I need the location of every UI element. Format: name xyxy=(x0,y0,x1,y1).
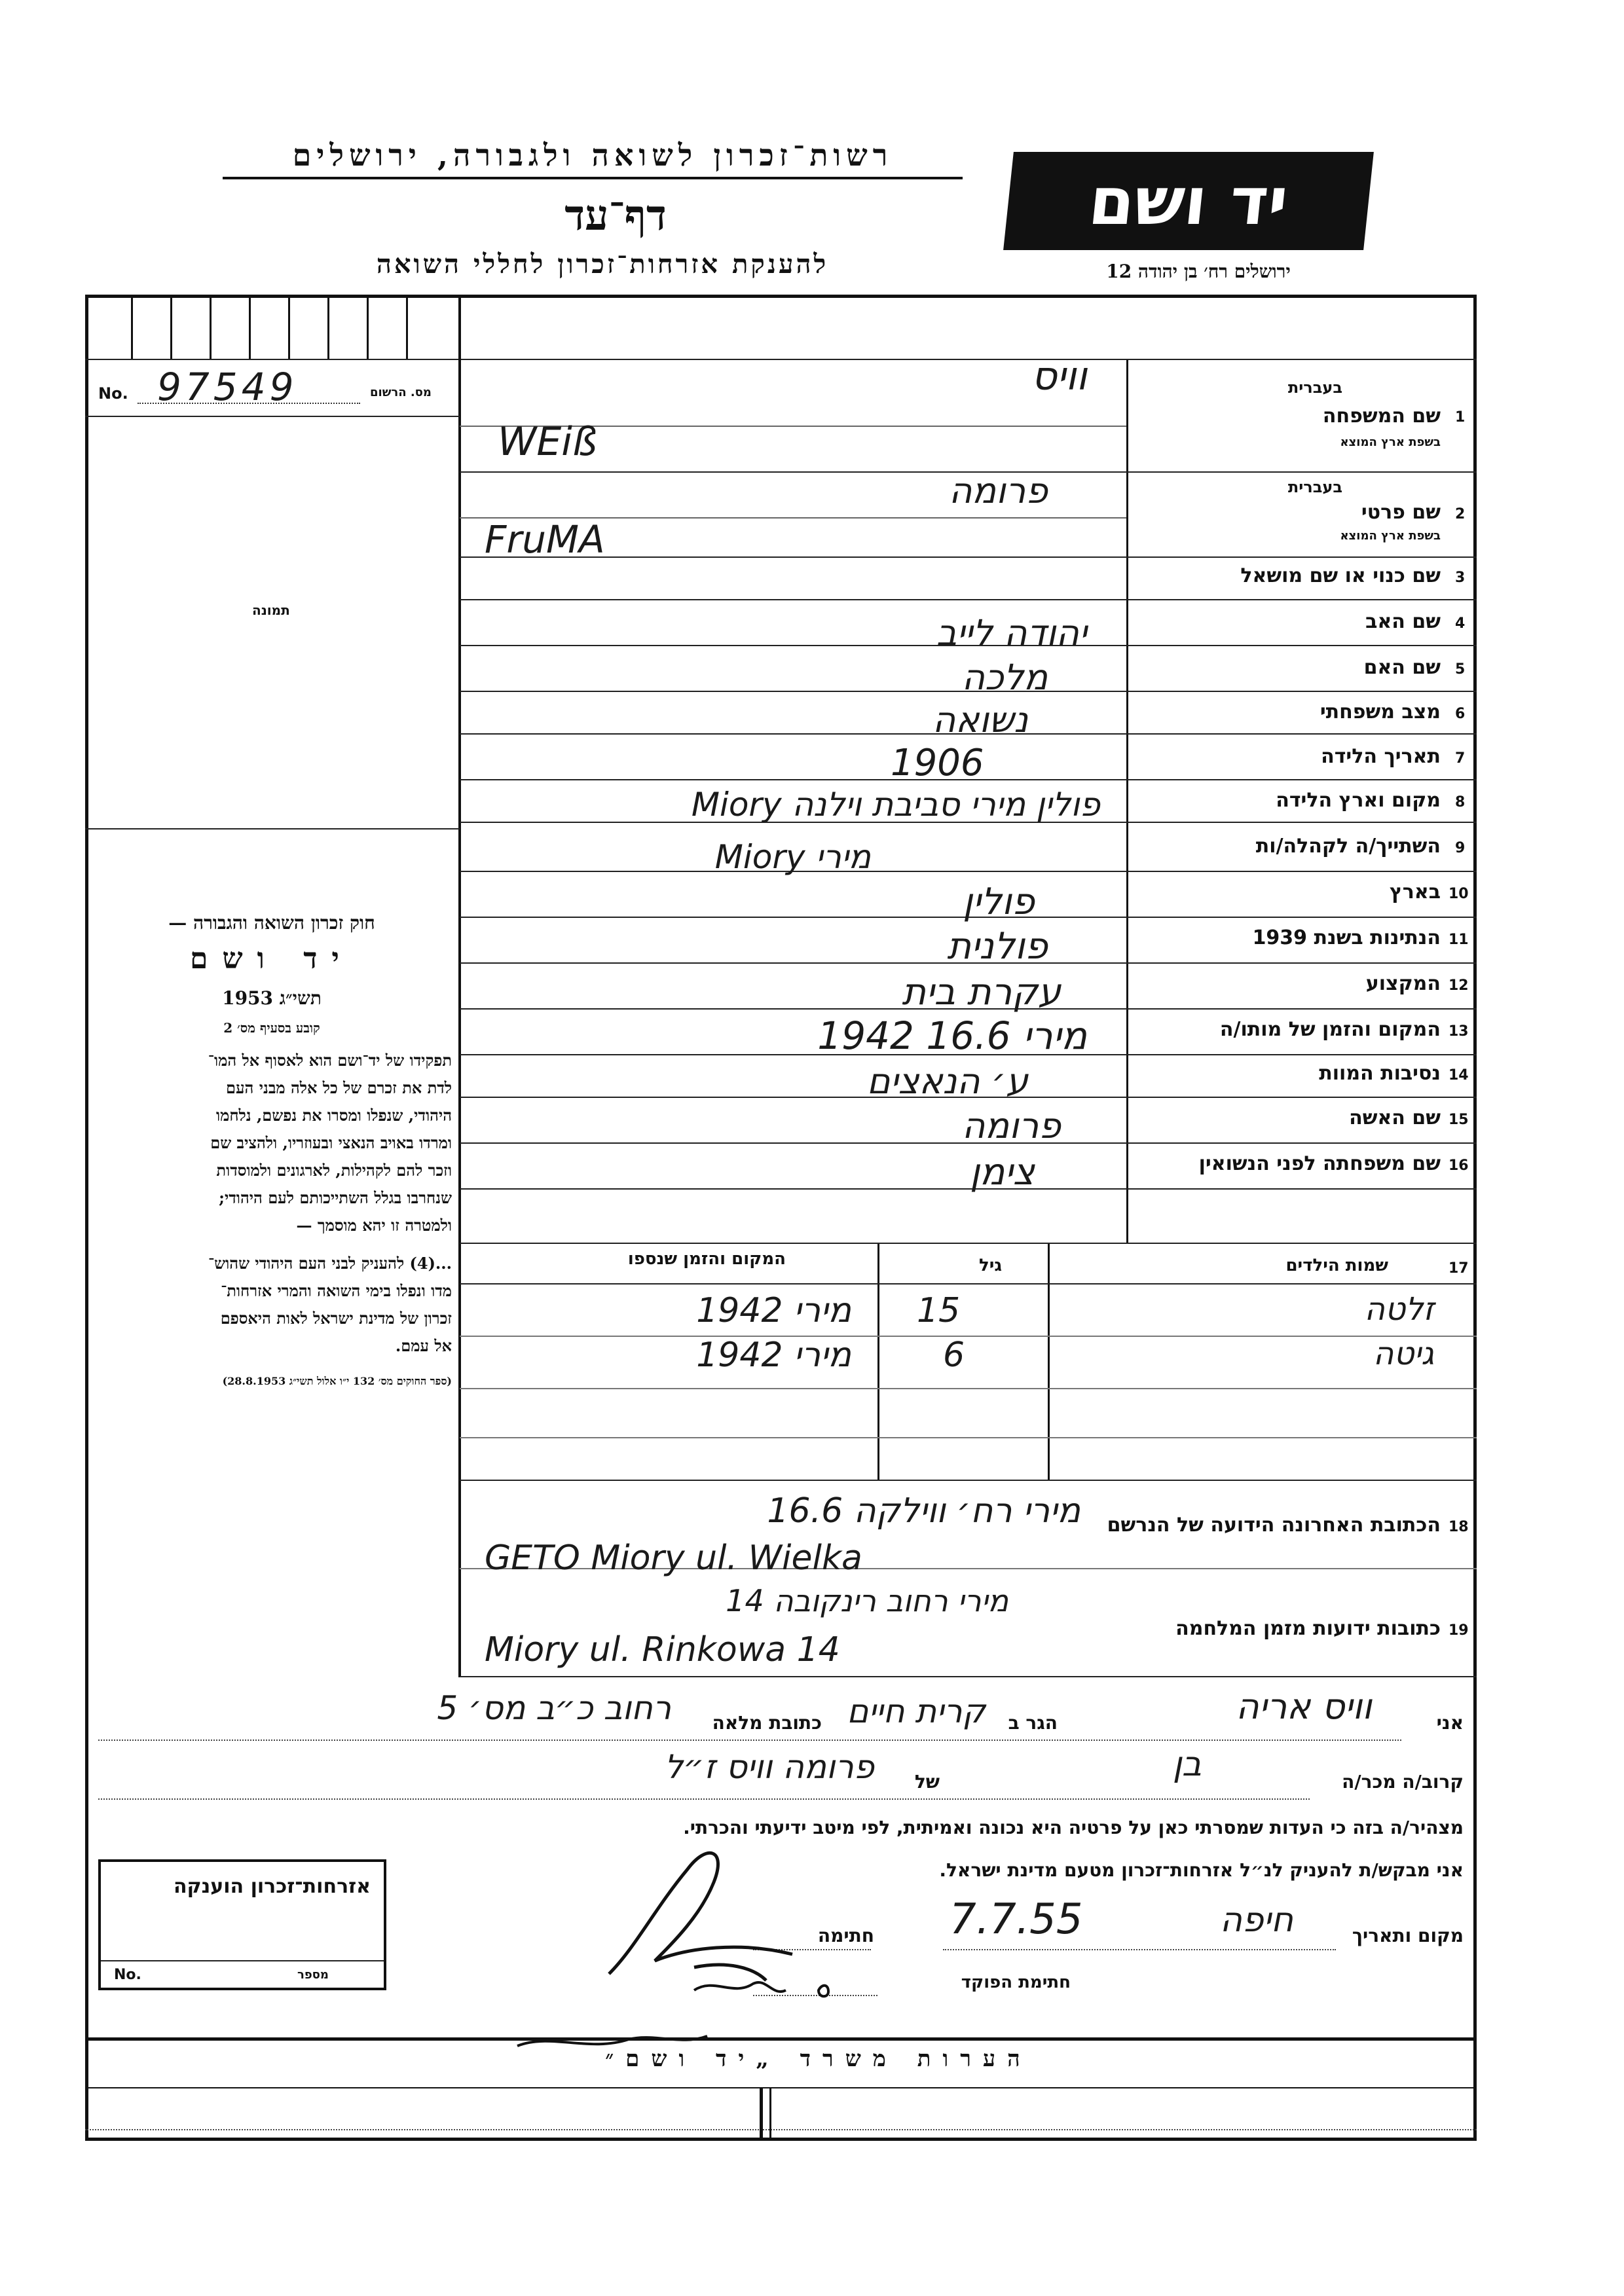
address-label: כתובת מלאה xyxy=(712,1712,822,1734)
children-col-place: המקום והזמן שנספו xyxy=(627,1249,786,1269)
declaration-place: חיפה xyxy=(1219,1901,1293,1940)
field-2-value-origin: FruMA xyxy=(485,517,605,562)
field-6-label: מצב משפחתי xyxy=(1320,701,1441,723)
form-title: דף־עד xyxy=(564,191,667,240)
field-10-value: פולין xyxy=(963,881,1035,923)
field-14-label: נסיבות המוות xyxy=(1319,1062,1441,1085)
child-place: מירי 1942 xyxy=(696,1336,851,1375)
field-2-number: 2 xyxy=(1455,506,1466,522)
children-col-divider-1 xyxy=(877,1244,879,1480)
authority-title: רשות־זכרון לשואה ולגבורה, ירושלים xyxy=(223,137,963,179)
field-1-number: 1 xyxy=(1455,409,1466,426)
field-12-label: המקצוע xyxy=(1365,972,1441,995)
field-13-number: 13 xyxy=(1449,1023,1469,1040)
field-3-label: שם כנוי או שם מושאל xyxy=(1240,564,1441,587)
children-col-divider-2 xyxy=(1048,1244,1050,1480)
law-para1-line7: ולמטרה זו יהא מוסמך — xyxy=(296,1216,452,1235)
witness-name: וויס אריה xyxy=(1236,1686,1372,1727)
place-date-label: מקום ותאריך xyxy=(1352,1925,1464,1946)
law-para2-line1: ...(4) להעניק לבני העם היהודי שהוש־ xyxy=(208,1254,452,1273)
field-11-value: פולנית xyxy=(947,925,1048,968)
officer-signature xyxy=(688,1951,897,2023)
law-title: חוק זכרון השואה והגבורה — xyxy=(168,912,375,934)
handwritten-mark xyxy=(511,2026,720,2059)
law-name: יד ושם xyxy=(190,942,354,975)
law-para1-line6: שנחרבו בגלל השתייכותם לעם היהודי; xyxy=(219,1188,452,1207)
field-18-value-latin: GETO Miory ul. Wielka xyxy=(485,1539,862,1578)
field-6-value: נשואה xyxy=(932,699,1028,740)
field-2-sub-hebrew: בעברית xyxy=(1287,478,1342,496)
field-11-number: 11 xyxy=(1449,932,1469,948)
photo-label: תמונה xyxy=(252,602,290,618)
field-15-number: 15 xyxy=(1449,1112,1469,1128)
field-5-number: 5 xyxy=(1455,661,1466,678)
declaration-request: אני מבקש/ת להעניק לנ״ל אזרחות־זכרון מטעם מדינת ישראל. xyxy=(939,1859,1464,1881)
field-1-sub-origin: בשפת ארץ המוצא xyxy=(1340,435,1441,449)
memorial-box-number-label: מספר xyxy=(297,1968,329,1982)
field-2-label: שם פרטי xyxy=(1361,501,1441,524)
field-16-number: 16 xyxy=(1449,1157,1469,1174)
field-9-label: השתייך/ה לקהלה/ות xyxy=(1255,835,1441,858)
field-4-label: שם האב xyxy=(1365,610,1441,633)
registration-number-field xyxy=(98,365,452,409)
law-para2-line4: אל עמם. xyxy=(395,1336,452,1355)
label-column-divider xyxy=(1126,360,1128,1244)
field-10-label: בארץ xyxy=(1389,881,1441,903)
logo-address: ירושלים רח׳ בן יהודה 12 xyxy=(1106,261,1291,282)
field-1-value-hebrew: וויס xyxy=(1031,354,1087,399)
officer-signature-label: חתימת הפוקד xyxy=(961,1973,1071,1992)
child-name: גיטה xyxy=(1373,1336,1434,1372)
field-19-number: 19 xyxy=(1449,1622,1469,1639)
field-15-label: שם האשה xyxy=(1349,1106,1441,1129)
field-12-number: 12 xyxy=(1449,977,1469,994)
child-name: זלטה xyxy=(1364,1291,1434,1328)
field-10-number: 10 xyxy=(1449,886,1469,902)
field-1-label: שם המשפחה xyxy=(1322,405,1441,428)
field-8-number: 8 xyxy=(1455,794,1466,811)
law-para1-line5: וזכר להם לקהילות, לארגונים ולמוסדות xyxy=(216,1161,452,1180)
field-8-label: מקום וארץ הלידה xyxy=(1276,789,1441,812)
field-5-label: שם האם xyxy=(1363,656,1441,679)
yad-vashem-logo: יד ושם xyxy=(1003,152,1374,250)
field-17-number: 17 xyxy=(1449,1260,1469,1277)
child-place: מירי 1942 xyxy=(696,1291,851,1330)
field-3-number: 3 xyxy=(1455,570,1466,586)
field-16-value: צימן xyxy=(969,1151,1035,1194)
registration-no-label: No. xyxy=(98,384,128,403)
field-1-sub-hebrew: בעברית xyxy=(1287,378,1342,397)
field-5-value: מלכה xyxy=(961,657,1048,698)
law-para1-line4: ומרדו באויב הנאצי ובעוזריו, ולהציב שם xyxy=(210,1133,452,1152)
field-16-label: שם משפחתה לפני הנשואין xyxy=(1198,1152,1441,1175)
field-11-label: הנתינות בשנת 1939 xyxy=(1252,926,1441,949)
declaration-ani: אני xyxy=(1436,1712,1464,1734)
memorial-box-title: אזרחות־זכרון הוענקה xyxy=(173,1875,371,1898)
law-para1-line1: תפקידו של יד־ושם הוא לאסוף אל המו־ xyxy=(208,1051,452,1070)
field-19-value-hebrew: מירי רחוב רינקובה 14 xyxy=(726,1583,1008,1618)
law-para1-line3: היהודי, שנפלו ומסרו את נפשם, נלחמו xyxy=(215,1106,452,1125)
declaration-resides: הגר ב xyxy=(1008,1712,1058,1734)
field-18-number: 18 xyxy=(1449,1519,1469,1535)
field-13-value: מירי 16.6 1942 xyxy=(817,1013,1087,1058)
field-18-label: הכתובת האחרונה הידועה של הנרשם xyxy=(1107,1514,1441,1537)
memorial-box-no-label: No. xyxy=(114,1967,141,1983)
witness-city: קרית חיים xyxy=(847,1692,986,1730)
registration-label: מס. הרשום xyxy=(370,386,432,399)
form-subtitle: להענקת אזרחות־זכרון לחללי השואה xyxy=(376,249,829,280)
field-18-value-hebrew: מירי רח׳ ווילקה 16.6 xyxy=(767,1491,1080,1531)
field-19-value-latin: Miory ul. Rinkowa 14 xyxy=(485,1630,840,1669)
field-14-value: ע׳ הנאצים xyxy=(866,1061,1028,1102)
field-9-number: 9 xyxy=(1455,840,1466,856)
law-year: תשי״ג 1953 xyxy=(222,987,322,1009)
child-age: 15 xyxy=(917,1291,961,1330)
child-age: 6 xyxy=(943,1336,965,1375)
field-12-value: עקרת בית xyxy=(902,971,1061,1013)
field-7-value: 1906 xyxy=(891,742,984,784)
victim-name: פרומה וויס ז״ל xyxy=(664,1748,874,1786)
field-8-value: פולין מירי סביבת וילנה Miory xyxy=(691,786,1100,824)
field-7-label: תאריך הלידה xyxy=(1321,745,1441,768)
law-para1-line2: לדת את זכרם של כל אלה מבני העם xyxy=(226,1078,452,1097)
law-clause: קובע בסעיף מס׳ 2 xyxy=(223,1020,320,1036)
field-19-label: כתובות ידועות מזמן המלחמה xyxy=(1175,1617,1441,1640)
field-7-number: 7 xyxy=(1455,750,1466,767)
declaration-statement: מצהיר/ה בזה כי העדות שמסרתי כאן על פרטיה היא נכונה ואמיתית, לפי מיטב ידיעתי והכרתי. xyxy=(683,1817,1464,1838)
law-source: (ספר החוקים מס׳ 132 י״ו אלול תשי״ג 28.8.1953) xyxy=(222,1375,452,1387)
left-panel-divider xyxy=(458,296,461,1677)
of-label: של xyxy=(914,1771,940,1793)
field-2-value-hebrew: פרומה xyxy=(949,470,1048,511)
witness-address: רחוב כ״ב מס׳ 5 xyxy=(437,1689,671,1727)
registration-number-value: 97549 xyxy=(157,365,298,409)
children-col-age: גיל xyxy=(978,1256,1002,1275)
field-15-value: פרומה xyxy=(962,1105,1061,1146)
field-6-number: 6 xyxy=(1455,706,1466,722)
relative-label: קרוב/ה מכר/ה xyxy=(1342,1771,1464,1793)
field-4-number: 4 xyxy=(1455,615,1466,632)
memorial-citizenship-box xyxy=(98,1859,386,1990)
field-4-value: יהודה לייב xyxy=(936,612,1087,653)
relation-value: בן xyxy=(1172,1745,1202,1784)
field-9-value: מירי Miory xyxy=(714,838,871,876)
declaration-date: 7.7.55 xyxy=(950,1895,1083,1944)
field-14-number: 14 xyxy=(1449,1067,1469,1084)
law-para2-line2: מדו ונפלו בימי השואה והמרי אזרחות־ xyxy=(221,1281,452,1300)
field-13-label: המקום והזמן של מותו/ה xyxy=(1219,1018,1441,1041)
law-para2-line3: זכרון של מדינת ישראל לאות היאספם xyxy=(220,1309,452,1328)
signature-label: חתימה xyxy=(817,1925,874,1946)
field-1-value-origin: WEiß xyxy=(498,419,597,465)
children-col-names: שמות הילדים xyxy=(1285,1256,1388,1275)
office-notes-title: הערות משרד „יד ושם״ xyxy=(605,2046,1032,2072)
field-2-sub-origin: בשפת ארץ המוצא xyxy=(1340,529,1441,543)
